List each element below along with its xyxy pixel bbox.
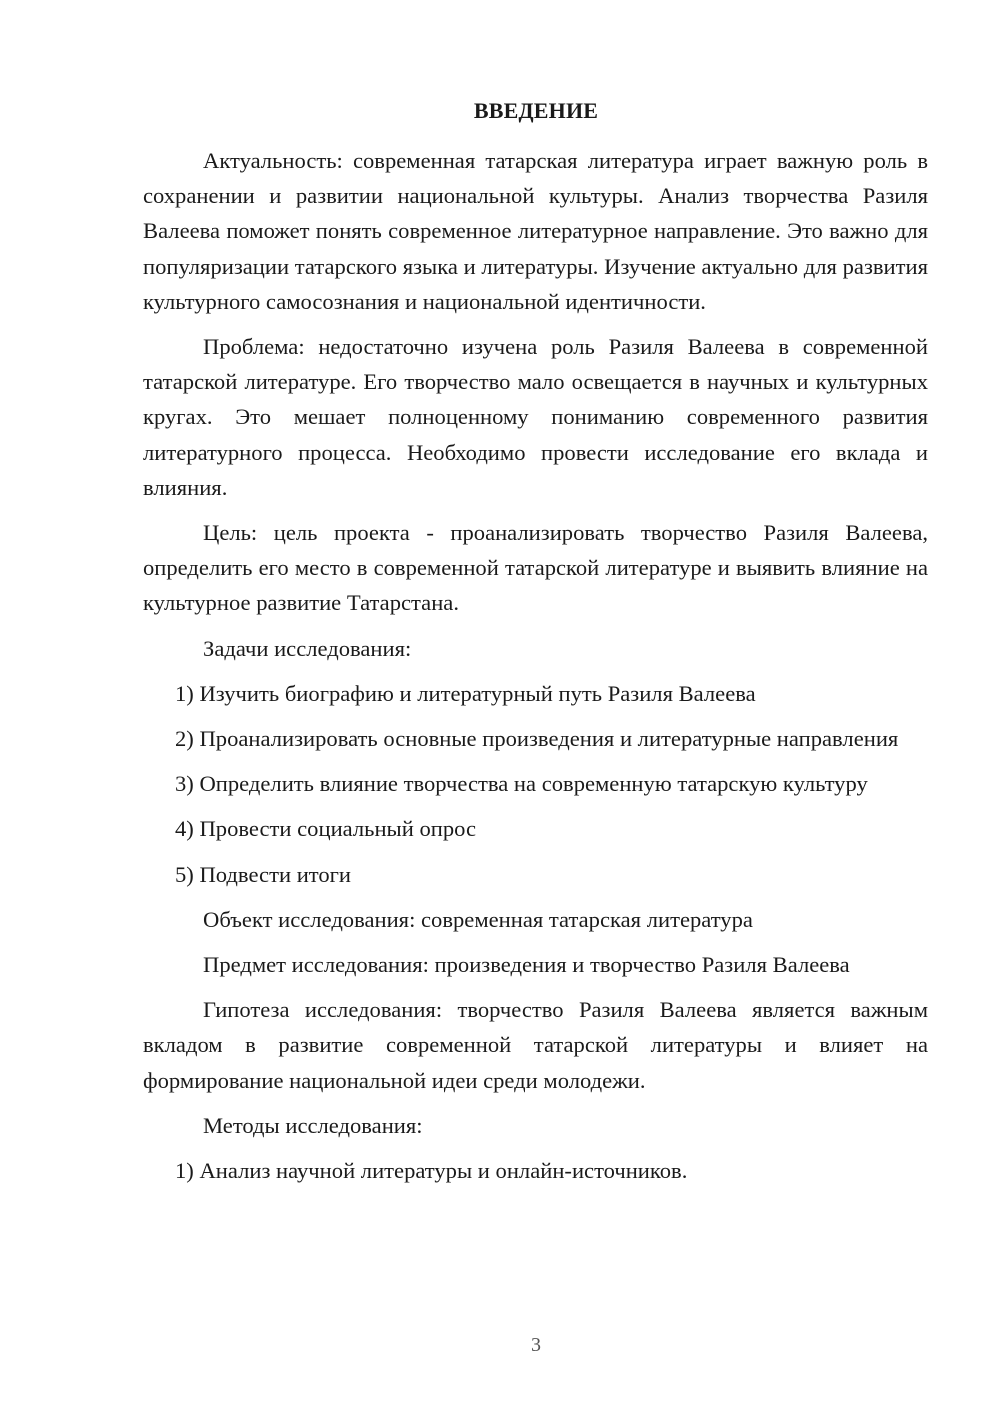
methods-heading: Методы исследования: [203, 1112, 423, 1138]
section-title: ВВЕДЕНИЕ [473, 98, 599, 123]
method-item-1: 1) Анализ научной литературы и онлайн-источников. [175, 1158, 688, 1184]
task-item-1: 1) Изучить биографию и литературный путь Разиля Валеева [175, 680, 756, 706]
task-item-3: 3) Определить влияние творчества на современную татарскую культуру [175, 771, 868, 797]
page-number: 3 [531, 1334, 541, 1356]
task-item-2: 2) Проанализировать основные произведения и литературные направления [175, 726, 899, 752]
tasks-heading: Задачи исследования: [203, 635, 412, 661]
task-item-4: 4) Провести социальный опрос [175, 816, 477, 842]
research-subject: Предмет исследования: произведения и творчество Разиля Валеева [203, 952, 850, 978]
paragraph-relevance: Актуальность: современная татарская литература играет важную роль в сохранении и развитии национальной культуры. Анализ творчества Разиля Валеева поможет понять современное литературное направление. Это важно для популяризации татарского языка и литературы. Изучение актуально для развития культурного самосознания и национальной идентичности. [143, 148, 928, 314]
research-hypothesis: Гипотеза исследования: творчество Разиля Валеева является важным вкладом в развитие современной татарской литературы и влияет на формирование национальной идеи среди молодежи. [143, 997, 928, 1093]
paragraph-problem: Проблема: недостаточно изучена роль Разиля Валеева в современной татарской литературе. Его творчество мало освещается в научных и культурных кругах. Это мешает полноценному пониманию современного развития литературного процесса. Необходимо провести исследование его вклада и влияния. [143, 334, 928, 500]
task-item-5: 5) Подвести итоги [175, 861, 352, 887]
paragraph-goal: Цель: цель проекта - проанализировать творчество Разиля Валеева, определить его место в современной татарской литературе и выявить влияние на культурное развитие Татарстана. [143, 520, 928, 616]
research-object: Объект исследования: современная татарская литература [203, 906, 753, 932]
document-body [143, 143, 928, 1188]
